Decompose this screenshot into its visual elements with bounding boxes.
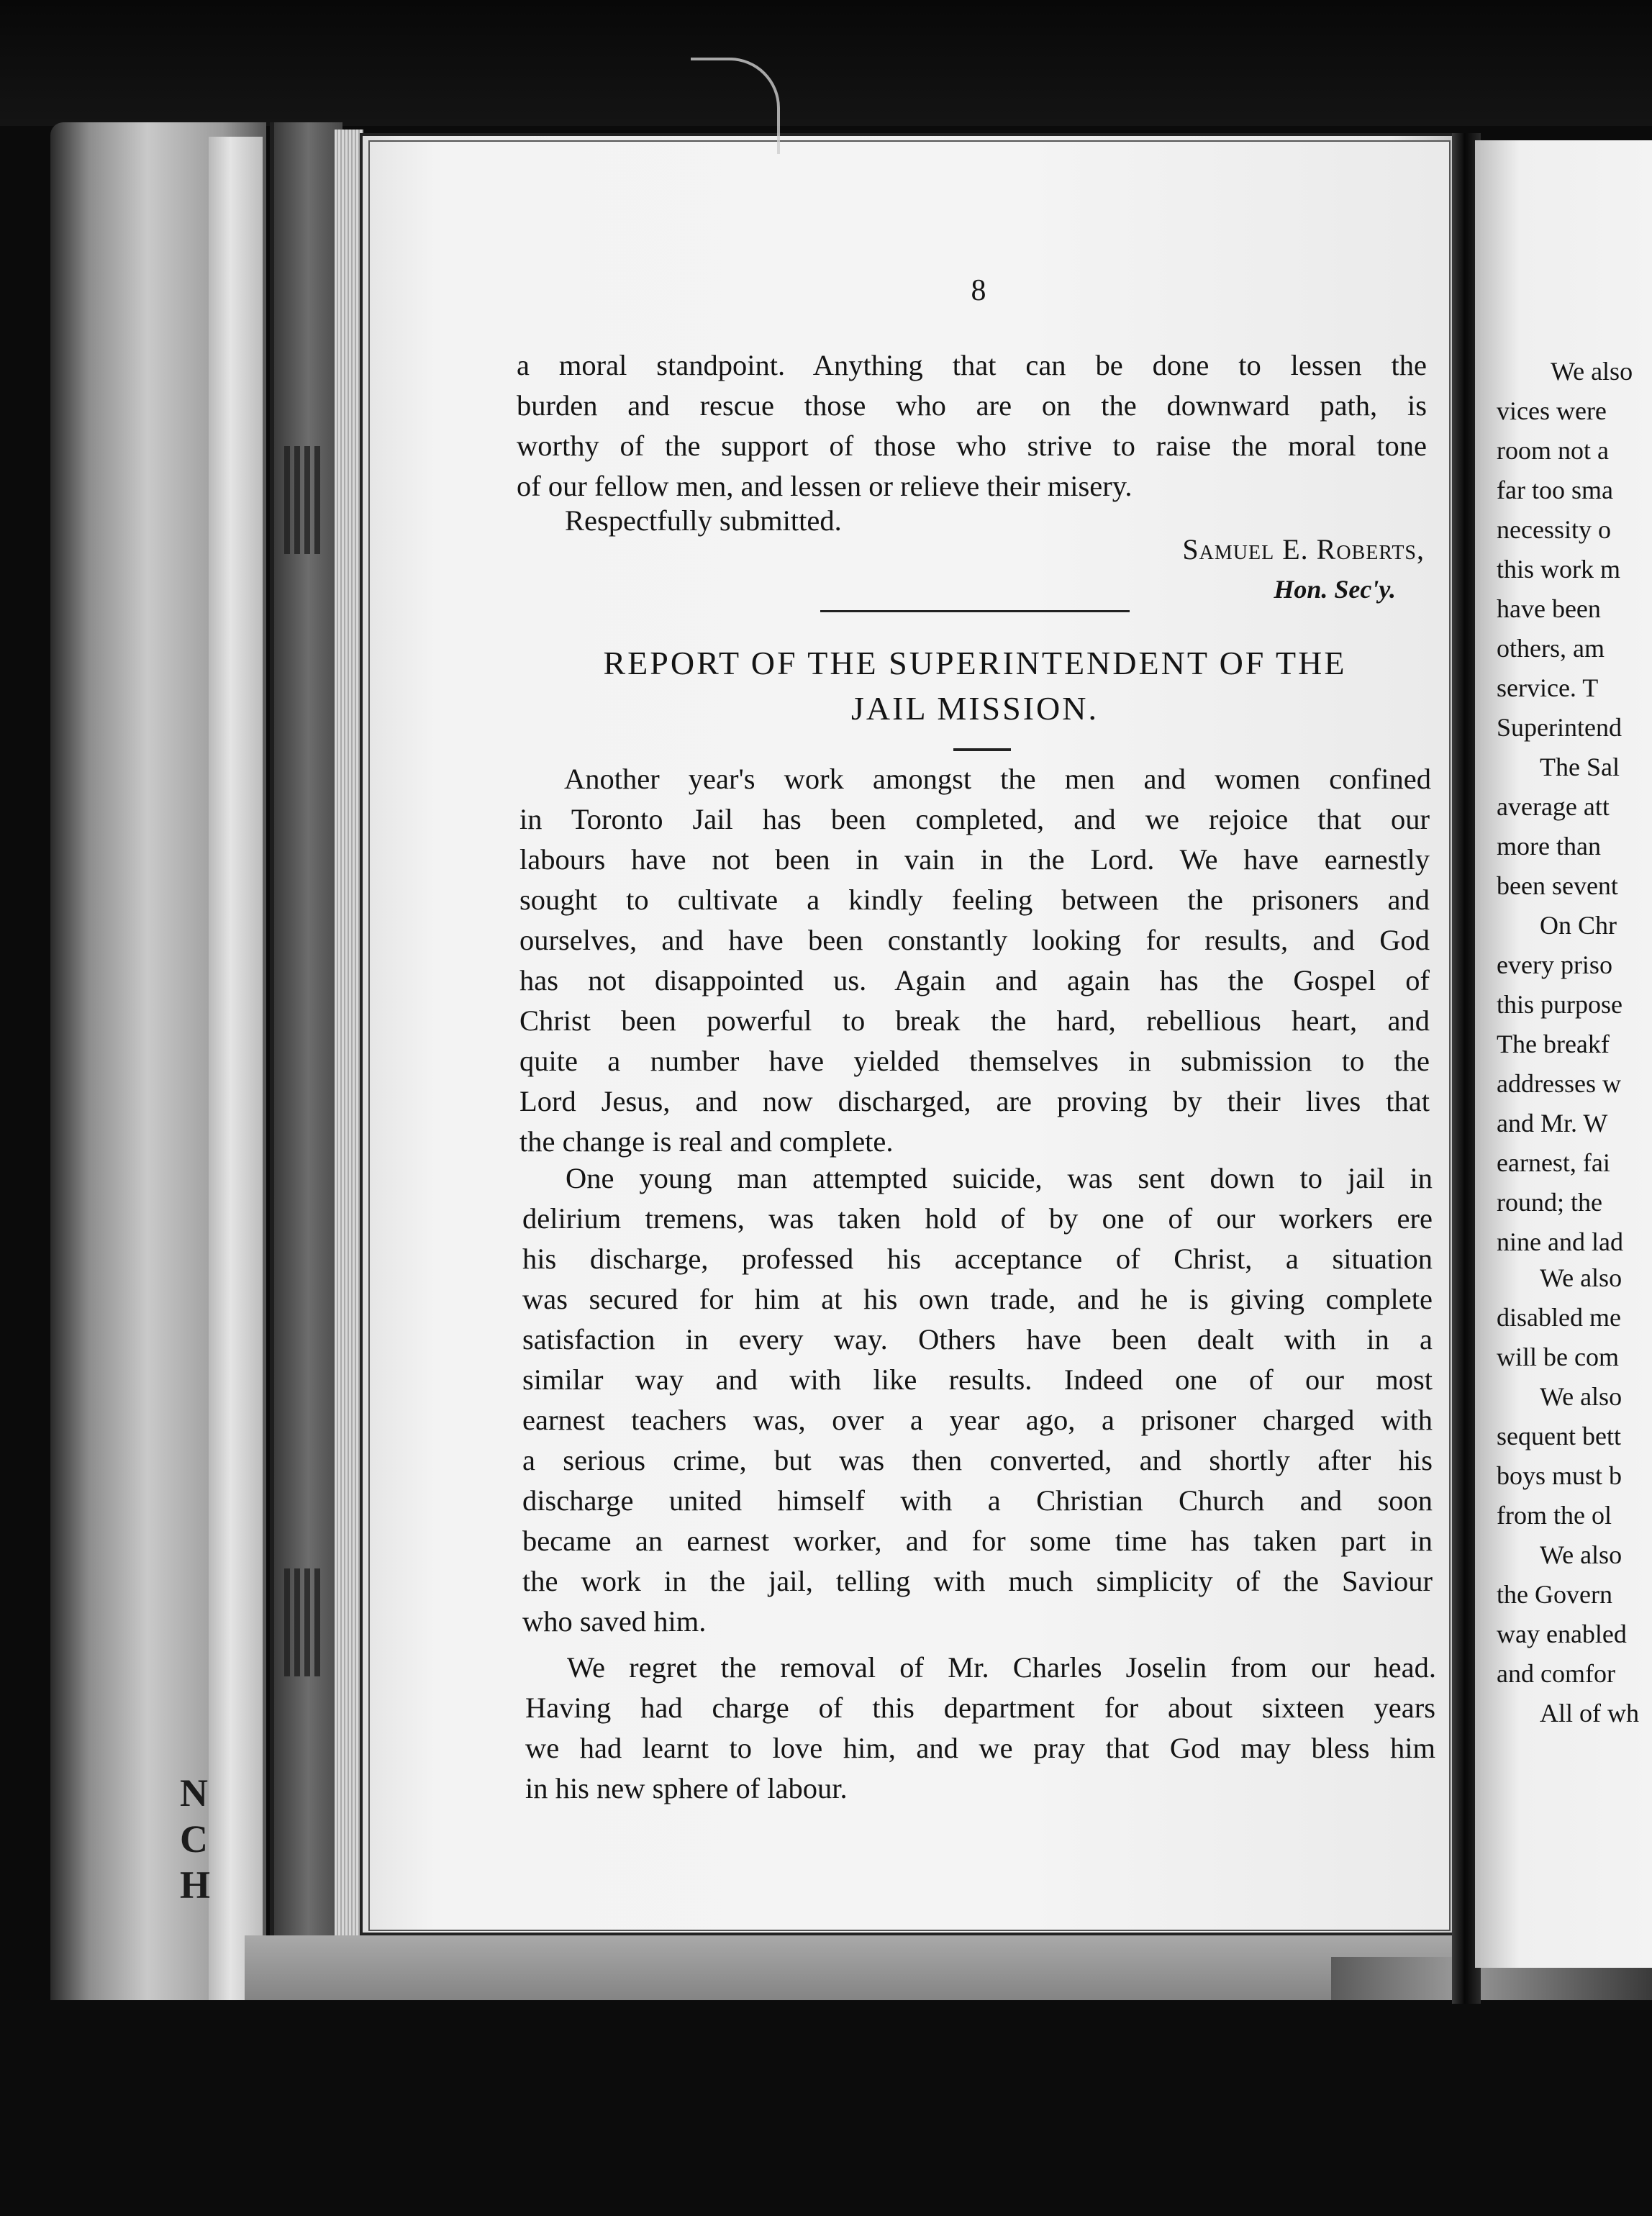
text-line: We also xyxy=(1540,1540,1622,1569)
section-heading-line2: JAIL MISSION. xyxy=(851,690,1099,727)
text-line: vices were xyxy=(1497,396,1607,425)
text-line: more than xyxy=(1497,832,1601,860)
text-line: quite a number have yielded themselves in submission to the xyxy=(519,1045,1430,1077)
text-line: addresses w xyxy=(1497,1069,1621,1098)
text-line: in his new sphere of labour. xyxy=(525,1772,848,1804)
text-line: All of wh xyxy=(1540,1699,1639,1727)
text-line: We regret the removal of Mr. Charles Joselin from our head. xyxy=(567,1651,1436,1684)
text-line: we had learnt to love him, and we pray that God may bless him xyxy=(525,1732,1435,1764)
text-line: earnest, fai xyxy=(1497,1148,1610,1177)
signer-title: Hon. Sec'y. xyxy=(1274,575,1396,604)
text-line: On Chr xyxy=(1540,911,1617,940)
signer-name: Samuel E. Roberts, xyxy=(1182,533,1425,566)
text-line: room not a xyxy=(1497,436,1609,465)
text-line: this work m xyxy=(1497,555,1621,583)
text-line: Lord Jesus, and now discharged, are proving by their lives that xyxy=(519,1085,1430,1117)
text-line: ourselves, and have been constantly looking for results, and God xyxy=(519,924,1430,956)
text-line: the Govern xyxy=(1497,1580,1612,1609)
text-line: We also xyxy=(1540,1382,1622,1411)
text-line: One young man attempted suicide, was sent down to jail in xyxy=(566,1162,1433,1194)
page-number: 8 xyxy=(971,274,986,307)
text-line: We also xyxy=(1540,1263,1622,1292)
section-heading: REPORT OF THE SUPERINTENDENT OF THE xyxy=(603,645,1347,681)
text-line: Christ been powerful to break the hard, rebellious heart, and xyxy=(519,1004,1430,1037)
spine-ornament xyxy=(284,446,324,554)
text-line: delirium tremens, was taken hold of by one of our workers ere xyxy=(522,1202,1433,1235)
spine-letter: N xyxy=(180,1771,208,1815)
text-line: earnest teachers was, over a year ago, a prisoner charged with xyxy=(522,1404,1433,1436)
text-line: sequent bett xyxy=(1497,1422,1621,1450)
text-line: in Toronto Jail has been completed, and we rejoice that our xyxy=(519,803,1430,835)
text-line: has not disappointed us. Again and again has the Gospel of xyxy=(519,964,1430,996)
text-line: similar way and with like results. Indeed one of our most xyxy=(522,1363,1433,1396)
spine-letter: C xyxy=(180,1817,208,1861)
scan-top-border xyxy=(0,0,1652,126)
text-line: will be com xyxy=(1497,1343,1619,1371)
text-line: We also xyxy=(1551,357,1633,386)
text-line: others, am xyxy=(1497,634,1605,663)
text-line: Another year's work amongst the men and women confined xyxy=(564,763,1431,795)
text-line: a serious crime, but was then converted, and shortly after his xyxy=(522,1444,1433,1476)
text-line: his discharge, professed his acceptance of Christ, a situation xyxy=(522,1243,1433,1275)
scan-bottom-border xyxy=(0,2000,1652,2216)
text-line: necessity o xyxy=(1497,515,1611,544)
text-line: The breakf xyxy=(1497,1030,1610,1058)
heading-rule xyxy=(953,748,1011,751)
text-line: sought to cultivate a kindly feeling between the prisoners and xyxy=(519,884,1430,916)
text-line: worthy of the support of those who strive to raise the moral tone xyxy=(517,430,1427,462)
text-line: been sevent xyxy=(1497,871,1618,900)
book-spine xyxy=(270,122,342,2015)
text-line: a moral standpoint. Anything that can be done to lessen the xyxy=(517,349,1427,381)
text-line: the change is real and complete. xyxy=(519,1125,894,1158)
text-line: The Sal xyxy=(1540,753,1620,781)
text-line: nine and lad xyxy=(1497,1227,1623,1256)
text-line: of our fellow men, and lessen or relieve their misery. xyxy=(517,470,1133,502)
text-line: round; the xyxy=(1497,1188,1602,1217)
text-line: average att xyxy=(1497,792,1610,821)
text-line: was secured for him at his own trade, and he is giving complete xyxy=(522,1283,1433,1315)
text-line: this purpose xyxy=(1497,990,1622,1019)
section-divider xyxy=(820,610,1130,612)
spine-label xyxy=(180,1770,223,1908)
text-line: and comfor xyxy=(1497,1659,1615,1688)
text-line: became an earnest worker, and for some time has taken part in xyxy=(522,1525,1433,1557)
spine-ornament xyxy=(284,1568,324,1676)
text-line: burden and rescue those who are on the downward path, is xyxy=(517,389,1427,422)
spine-letter: H xyxy=(180,1863,211,1907)
text-line: every priso xyxy=(1497,950,1612,979)
text-line: labours have not been in vain in the Lord. We have earnestly xyxy=(519,843,1430,876)
text-line: way enabled xyxy=(1497,1620,1627,1648)
page-edges xyxy=(335,130,363,2015)
text-line: disabled me xyxy=(1497,1303,1621,1332)
text-line: discharge united himself with a Christian Church and soon xyxy=(522,1484,1433,1517)
text-line: who saved him. xyxy=(522,1605,707,1638)
text-line: the work in the jail, telling with much simplicity of the Saviour xyxy=(522,1565,1433,1597)
text-line: Superintend xyxy=(1497,713,1622,742)
text-line: Having had charge of this department for about sixteen years xyxy=(525,1691,1435,1724)
book-board-left xyxy=(209,137,263,2007)
text-line: and Mr. W xyxy=(1497,1109,1608,1137)
closing-line: Respectfully submitted. xyxy=(565,504,842,537)
text-line: have been xyxy=(1497,594,1601,623)
text-line: satisfaction in every way. Others have been dealt with in a xyxy=(522,1323,1433,1356)
text-line: service. T xyxy=(1497,673,1599,702)
text-line: far too sma xyxy=(1497,476,1613,504)
text-line: from the ol xyxy=(1497,1501,1612,1530)
text-line: boys must b xyxy=(1497,1461,1622,1490)
